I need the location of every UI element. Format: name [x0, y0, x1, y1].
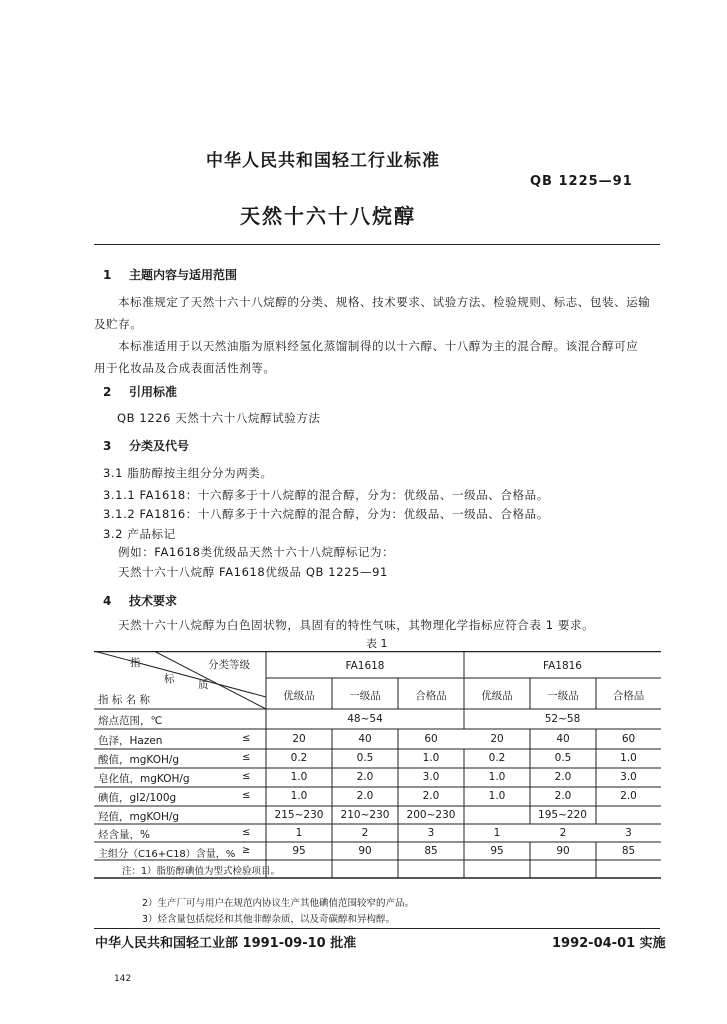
section-4-number: 4 — [103, 594, 112, 608]
table-cell: 40 — [358, 733, 372, 745]
corner-label-index-name: 指 标 名 称 — [98, 694, 151, 706]
section-2-heading — [103, 383, 177, 400]
page-number: 142 — [114, 974, 132, 984]
table-cell: 200~230 — [406, 809, 456, 821]
row-label: 酸值，mgKOH/g — [98, 754, 180, 766]
table-cell: 85 — [424, 845, 438, 857]
row-label: 皂化值，mgKOH/g — [98, 773, 190, 785]
table-cell: 1 — [493, 827, 501, 839]
table-note: 注：1）脂肪醇碘值为型式检验项目。 — [122, 866, 281, 877]
table-note: 2）生产厂可与用户在规范内协议生产其他碘值范围较窄的产品。 — [142, 898, 415, 909]
row-limit-sign: ≤ — [242, 827, 251, 838]
table-cell: 3 — [427, 827, 435, 839]
row-label: 熔点范围，℃ — [98, 715, 163, 727]
section-2-reference: QB 1226 天然十六十八烷醇试验方法 — [117, 411, 321, 425]
table-cell: 1.0 — [620, 752, 637, 764]
table-cell: 40 — [556, 733, 570, 745]
table-cell: 0.5 — [356, 752, 374, 764]
row-label: 羟值，mgKOH/g — [98, 811, 180, 823]
row-limit-sign: ≤ — [242, 733, 251, 744]
spec-table — [94, 651, 661, 879]
table-cell: 60 — [424, 733, 438, 745]
clause-3-1: 3.1 脂肪醇按主组分分为两类。 — [103, 466, 273, 480]
table-cell: 2.0 — [554, 790, 572, 802]
marking-example: 天然十六十八烷醇 FA1618优级品 QB 1225—91 — [118, 565, 388, 579]
table-cell-merged: 48~54 — [347, 713, 383, 725]
table-cell-merged: 52~58 — [544, 713, 581, 725]
row-label: 碘值，gI2/100g — [98, 792, 177, 804]
row-limit-sign: ≤ — [242, 752, 251, 763]
corner-label-category: 分类等级 — [208, 659, 250, 671]
clause-3-1-1: 3.1.1 FA1618：十六醇多于十八烷醇的混合醇，分为：优级品、一级品、合格品。 — [103, 488, 549, 502]
corner-label-biao: 标 — [164, 673, 175, 685]
table-cell: 2.0 — [554, 771, 572, 783]
document-title: 天然十六十八烷醇 — [240, 204, 416, 228]
section-1-para-2-line-2: 用于化妆品及合成表面活性剂等。 — [94, 361, 276, 375]
clause-3-1-2: 3.1.2 FA1816：十八醇多于十六烷醇的混合醇，分为：优级品、一级品、合格品。 — [103, 507, 549, 521]
table-cell: 85 — [621, 845, 636, 857]
section-1-number: 1 — [103, 268, 112, 282]
table-cell: 2.0 — [356, 790, 374, 802]
standard-header-title: 中华人民共和国轻工行业标准 — [206, 151, 440, 171]
section-3-title: 分类及代号 — [129, 439, 190, 453]
table-cell: 3.0 — [620, 771, 637, 783]
section-4-heading — [103, 592, 177, 609]
grade-header: 一级品 — [547, 690, 579, 702]
corner-label-zhi: 指 — [130, 657, 141, 669]
group-header-fa1816: FA1816 — [543, 660, 582, 672]
table-note: 3）烃含量包括烷烃和其他非醇杂质，以及奇碳醇和异构醇。 — [142, 914, 396, 925]
grade-header: 优级品 — [481, 690, 513, 702]
table-cell: 2 — [559, 827, 567, 839]
table-cell: 2.0 — [422, 790, 440, 802]
clause-3-2: 3.2 产品标记 — [103, 527, 176, 541]
table-cell: 0.2 — [290, 752, 308, 764]
section-4-intro: 天然十六十八烷醇为白色固状物，具固有的特性气味，其物理化学指标应符合表 1 要求。 — [118, 618, 595, 632]
group-header-fa1618: FA1618 — [345, 660, 385, 672]
table-cell: 1 — [295, 827, 303, 839]
row-label: 主组分（C16+C18）含量，% — [98, 849, 236, 860]
table-cell: 3.0 — [422, 771, 440, 783]
table-caption: 表 1 — [366, 637, 388, 650]
marking-example-intro: 例如：FA1618类优级品天然十六十八烷醇标记为： — [118, 545, 395, 559]
header-divider — [94, 244, 660, 245]
section-4-title: 技术要求 — [129, 594, 178, 608]
table-cell: 60 — [621, 733, 636, 745]
section-2-number: 2 — [103, 385, 112, 399]
table-cell: 2.0 — [356, 771, 374, 783]
table-cell: 90 — [556, 845, 570, 857]
grade-header: 合格品 — [415, 690, 447, 702]
table-cell: 0.2 — [488, 752, 506, 764]
section-3-heading — [103, 437, 189, 454]
table-cell: 1.0 — [290, 790, 308, 802]
table-cell: 3 — [625, 827, 632, 839]
row-limit-sign: ≤ — [242, 771, 251, 782]
implementation-date: 1992-04-01 实施 — [552, 936, 666, 951]
row-label: 色泽，Hazen — [98, 735, 163, 747]
table-cell: 20 — [490, 733, 504, 745]
section-3-number: 3 — [103, 439, 112, 453]
section-1-para-1-line-2: 及贮存。 — [94, 317, 143, 331]
table-cell: 210~230 — [340, 809, 390, 821]
table-cell: 1.0 — [422, 752, 440, 764]
table-cell: 20 — [292, 733, 306, 745]
table-cell: 1.0 — [290, 771, 308, 783]
table-cell: 215~230 — [274, 809, 324, 821]
standard-number: QB 1225—91 — [530, 174, 633, 189]
table-cell-merged: 195~220 — [538, 809, 587, 821]
footer-divider — [94, 928, 660, 929]
table-cell: 2.0 — [620, 790, 637, 802]
section-2-title: 引用标准 — [129, 385, 178, 399]
table-cell: 1.0 — [488, 771, 506, 783]
table-cell: 0.5 — [554, 752, 572, 764]
table-cell: 95 — [292, 845, 306, 857]
corner-label-zhi2: 质 — [198, 679, 209, 691]
row-limit-sign: ≤ — [242, 790, 251, 801]
grade-header: 优级品 — [283, 690, 315, 702]
table-cell: 1.0 — [488, 790, 506, 802]
grade-header: 合格品 — [612, 690, 645, 702]
table-cell: 95 — [490, 845, 504, 857]
table-cell: 2 — [361, 827, 369, 839]
approval-date: 中华人民共和国轻工业部 1991-09-10 批准 — [95, 936, 357, 951]
section-1-para-1-line-1: 本标准规定了天然十六十八烷醇的分类、规格、技术要求、试验方法、检验规则、标志、包装、运输 — [118, 295, 651, 309]
grade-header: 一级品 — [349, 690, 381, 702]
row-limit-sign: ≥ — [242, 845, 251, 856]
table-cell: 90 — [358, 845, 372, 857]
section-1-para-2-line-1: 本标准适用于以天然油脂为原料经氢化蒸馏制得的以十六醇、十八醇为主的混合醇。该混合醇可应 — [118, 339, 639, 353]
section-1-heading — [103, 266, 237, 283]
row-label: 烃含量，% — [98, 829, 150, 841]
section-1-title: 主题内容与适用范围 — [129, 268, 238, 282]
